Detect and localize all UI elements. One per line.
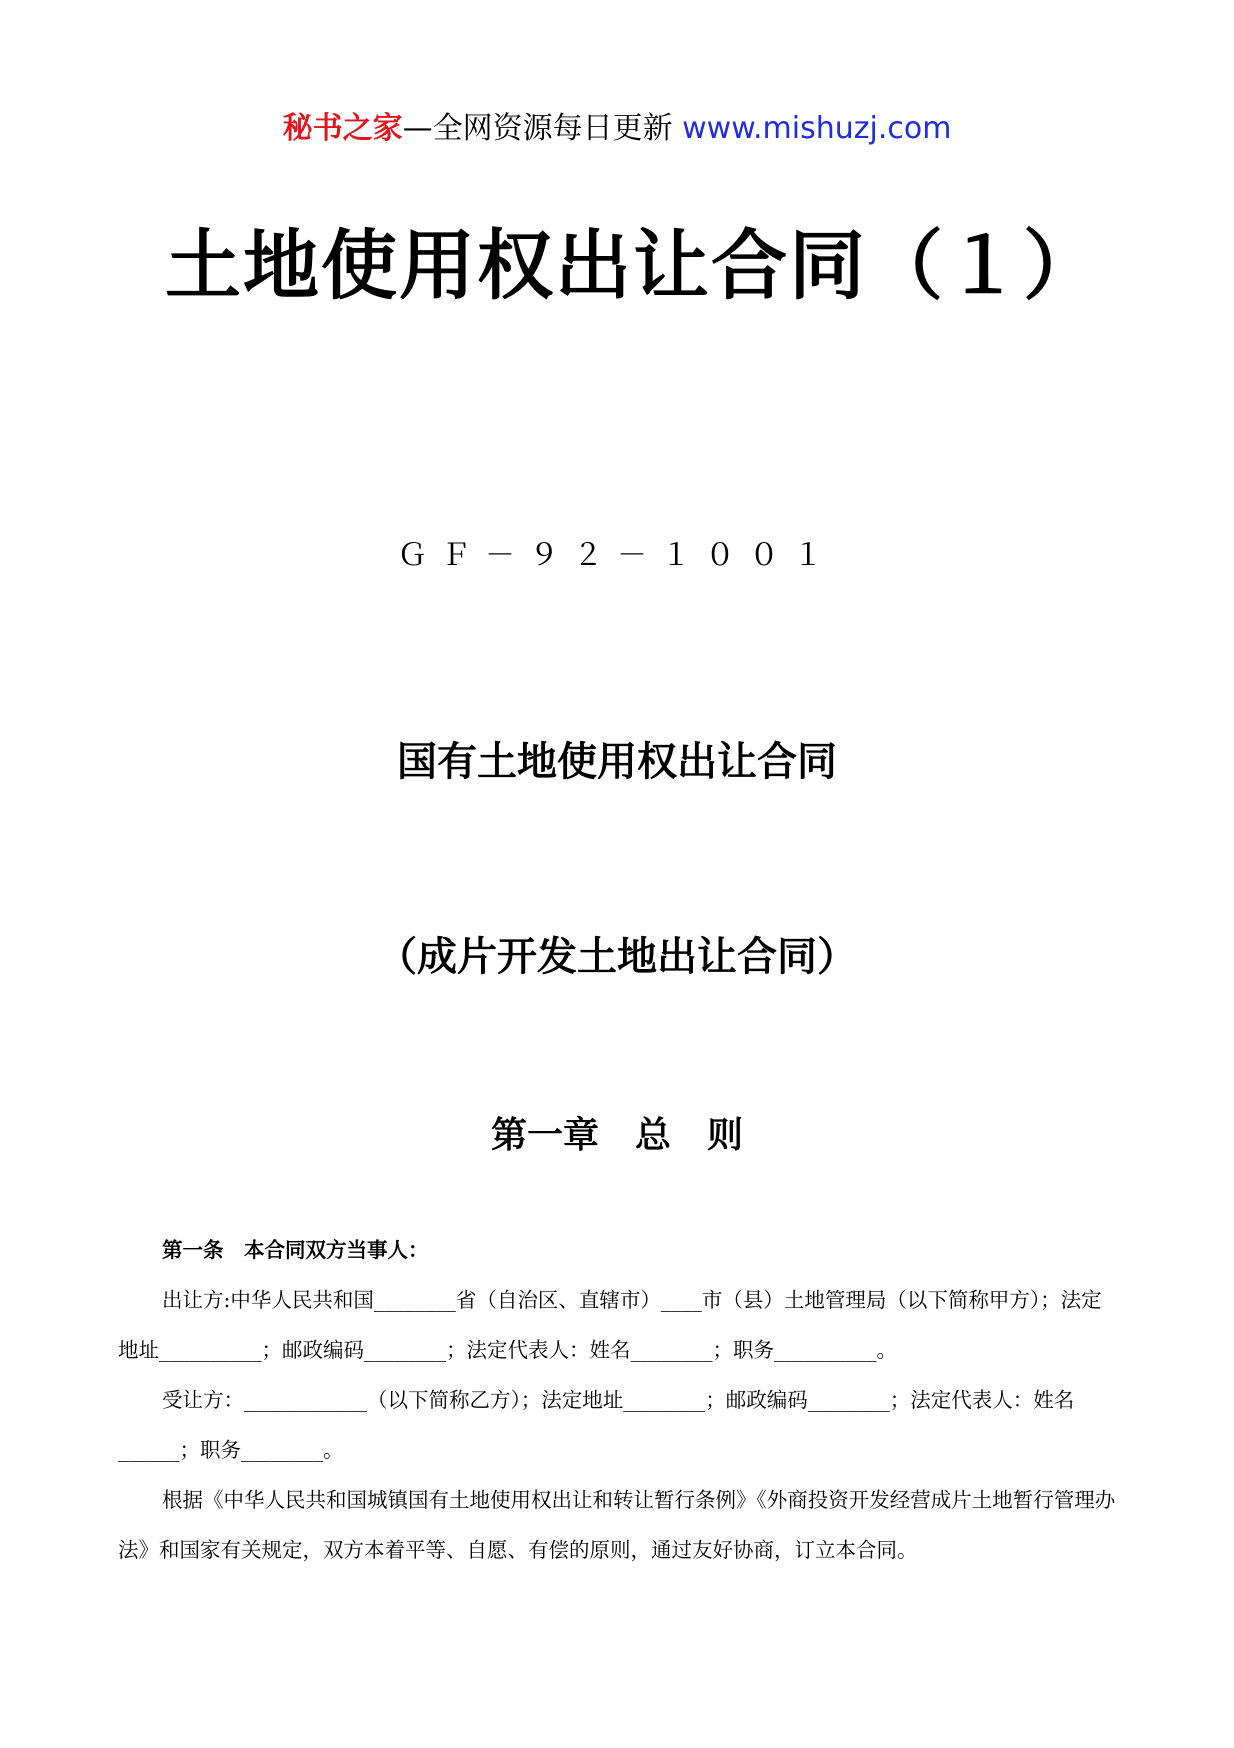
site-slogan: —全网资源每日更新 bbox=[402, 111, 683, 146]
chapter-heading: 第一章 总 则 bbox=[490, 1115, 743, 1156]
document-title: 土地使用权出让合同（１） bbox=[165, 221, 1101, 310]
contract-subtitle-parenthetical: （成片开发土地出让合同） bbox=[377, 934, 857, 980]
paragraph-transferor: 出让方:中华人民共和国________省（自治区、直辖市）____市（县）土地管理局（以下简称甲方）；法定地址__________；邮政编码________；法定代表人：姓名________；职务__________。 bbox=[118, 1288, 1102, 1362]
article-heading: 第一条 本合同双方当事人： bbox=[162, 1238, 429, 1262]
site-url-link[interactable]: www.mishuzj.com bbox=[682, 111, 952, 146]
site-brand: 秘书之家 bbox=[282, 111, 403, 146]
site-header bbox=[0, 103, 1234, 147]
contract-subtitle: 国有土地使用权出让合同 bbox=[397, 739, 837, 785]
paragraph-basis: 根据《中华人民共和国城镇国有土地使用权出让和转让暂行条例》《外商投资开发经营成片土地暂行管理办法》和国家有关规定，双方本着平等、自愿、有偿的原则，通过友好协商，订立本合同。 bbox=[118, 1488, 1116, 1562]
contract-code: ＧＦ－９２－１００１ bbox=[397, 538, 837, 573]
document-body bbox=[118, 1225, 1120, 1575]
paragraph-transferee: 受让方：____________（以下简称乙方）；法定地址________；邮政编码________；法定代表人：姓名______；职务________。 bbox=[118, 1388, 1075, 1462]
